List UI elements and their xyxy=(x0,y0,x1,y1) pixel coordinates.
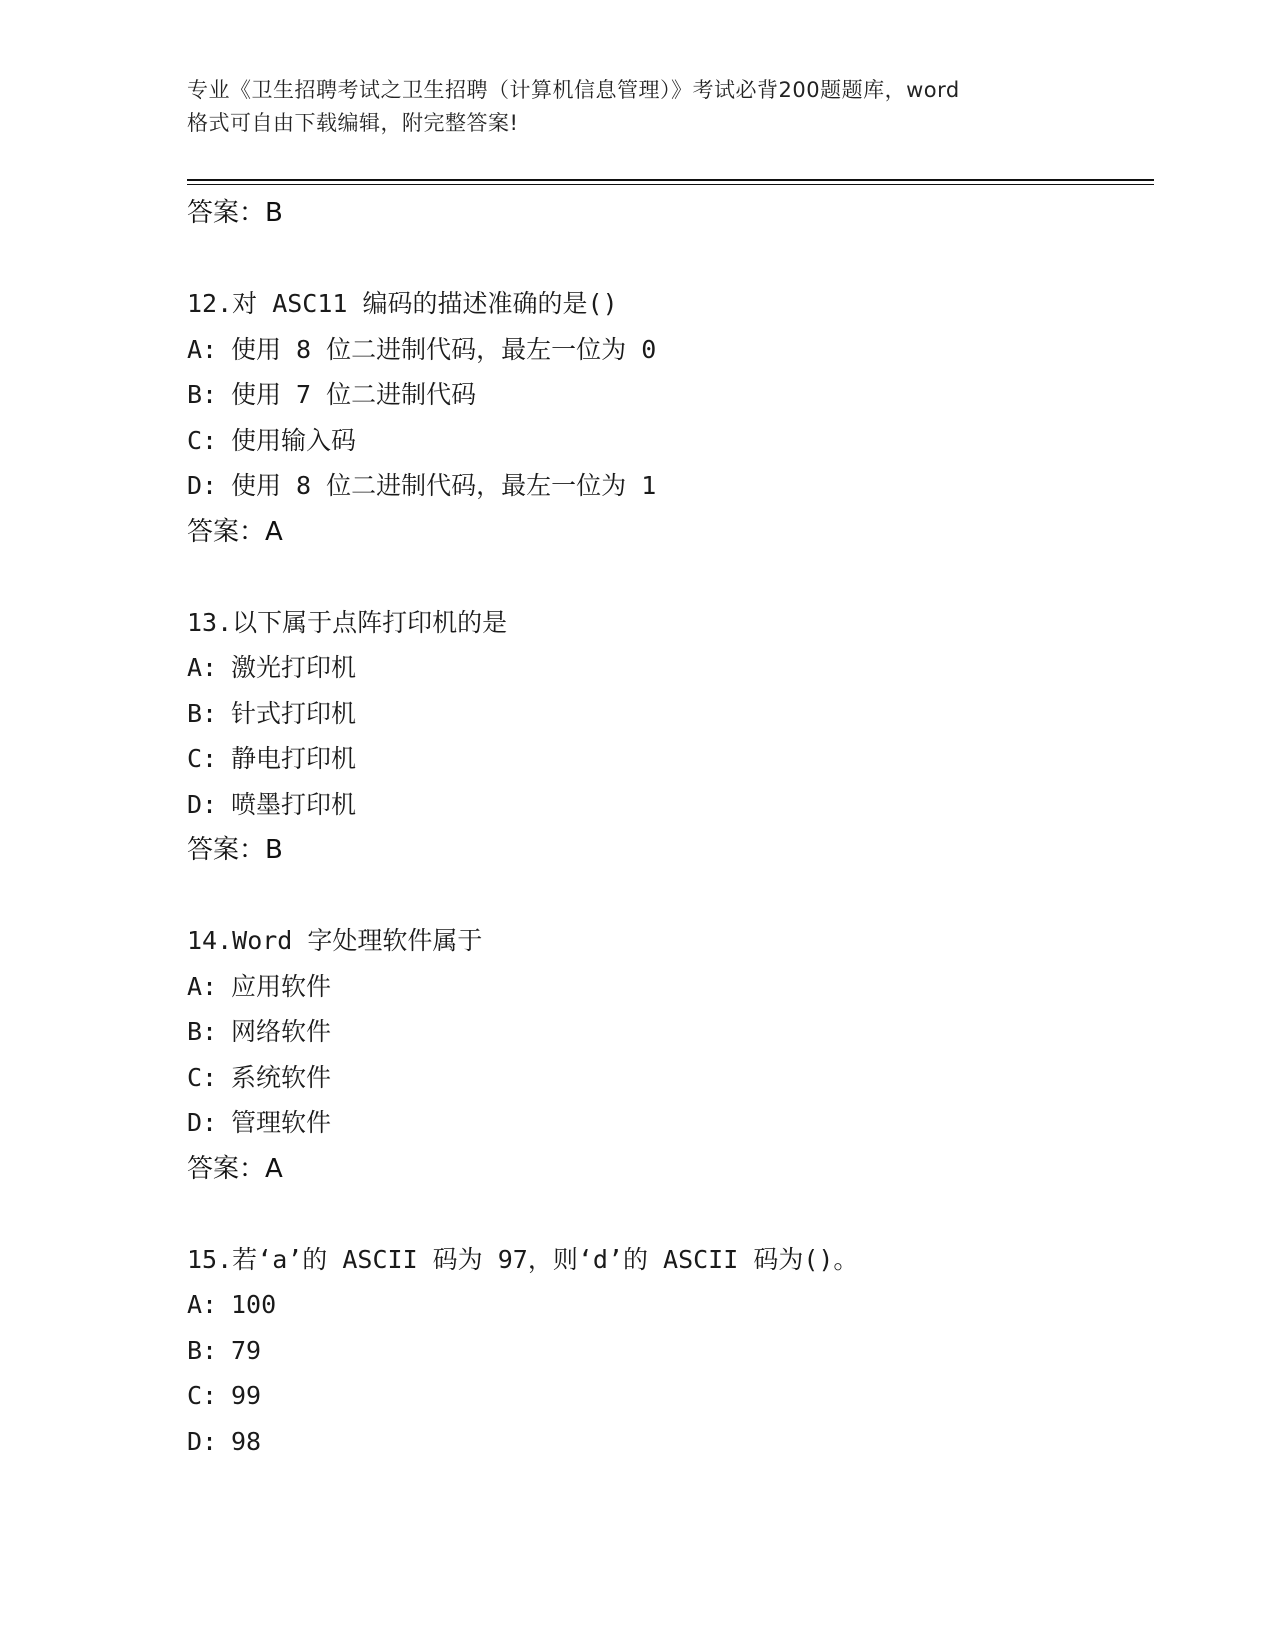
option-letter: D: xyxy=(187,1426,218,1456)
option-d xyxy=(187,782,1154,828)
option-text: 100 xyxy=(231,1290,277,1319)
question-stem: 15.若‘a’的 ASCII 码为 97，则‘d’的 ASCII 码为()。 xyxy=(187,1244,859,1274)
answer-line: 答案：B xyxy=(187,835,283,865)
option-a xyxy=(187,327,1154,373)
option-b xyxy=(187,691,1154,737)
option-d xyxy=(187,1100,1154,1146)
document-header xyxy=(187,74,1087,140)
option-b xyxy=(187,1009,1154,1055)
option-d xyxy=(187,1419,1154,1465)
option-text: 静电打印机 xyxy=(231,744,357,773)
option-text: 使用 7 位二进制代码 xyxy=(231,380,477,409)
option-text: 系统软件 xyxy=(231,1062,332,1092)
option-letter: D: xyxy=(187,1108,218,1137)
header-rule-thick xyxy=(187,179,1154,181)
question-stem: 12.对 ASC11 编码的描述准确的是() xyxy=(187,289,618,318)
question-list xyxy=(187,190,1154,1464)
question-block xyxy=(187,918,1154,1192)
option-letter: A: xyxy=(187,334,218,364)
question-block xyxy=(187,1237,1154,1465)
option-c xyxy=(187,1373,1154,1419)
option-letter: A: xyxy=(187,971,218,1001)
option-letter: C: xyxy=(187,1381,218,1410)
option-text: 网络软件 xyxy=(231,1017,332,1046)
option-c xyxy=(187,418,1154,464)
answer-line: 答案：A xyxy=(187,516,283,547)
option-letter: A: xyxy=(187,1290,218,1319)
option-text: 使用输入码 xyxy=(231,425,357,455)
option-text: 喷墨打印机 xyxy=(231,789,357,819)
option-b xyxy=(187,372,1154,418)
option-letter: B: xyxy=(187,1017,218,1046)
option-text: 98 xyxy=(231,1426,262,1456)
header-line-1: 专业《卫生招聘考试之卫生招聘（计算机信息管理）》考试必背200题题库，word xyxy=(187,78,960,102)
option-letter: D: xyxy=(187,471,218,500)
option-letter: C: xyxy=(187,1062,218,1092)
option-letter: C: xyxy=(187,425,218,455)
answer-line: 答案：B xyxy=(187,198,283,228)
option-letter: D: xyxy=(187,789,218,819)
answer-line: 答案：A xyxy=(187,1153,283,1184)
option-letter: B: xyxy=(187,698,218,728)
option-text: 针式打印机 xyxy=(231,698,357,728)
option-text: 激光打印机 xyxy=(231,653,357,682)
option-text: 使用 8 位二进制代码，最左一位为 1 xyxy=(231,471,657,500)
option-text: 79 xyxy=(231,1335,262,1365)
question-stem: 14.Word 字处理软件属于 xyxy=(187,926,483,955)
header-rule-thin xyxy=(187,184,1154,185)
header-line-2: 格式可自由下载编辑，附完整答案! xyxy=(187,111,519,135)
option-a xyxy=(187,964,1154,1010)
option-text: 应用软件 xyxy=(231,971,332,1001)
option-letter: C: xyxy=(187,744,218,773)
option-c xyxy=(187,1055,1154,1101)
option-text: 99 xyxy=(231,1381,262,1410)
question-stem: 13.以下属于点阵打印机的是 xyxy=(187,607,508,637)
option-a xyxy=(187,645,1154,691)
option-d xyxy=(187,463,1154,509)
option-letter: B: xyxy=(187,1335,218,1365)
question-block xyxy=(187,600,1154,874)
option-letter: B: xyxy=(187,380,218,409)
option-a xyxy=(187,1282,1154,1328)
option-text: 管理软件 xyxy=(231,1108,332,1137)
option-b xyxy=(187,1328,1154,1374)
option-letter: A: xyxy=(187,653,218,682)
option-c xyxy=(187,736,1154,782)
option-text: 使用 8 位二进制代码，最左一位为 0 xyxy=(231,334,657,364)
question-block xyxy=(187,281,1154,555)
